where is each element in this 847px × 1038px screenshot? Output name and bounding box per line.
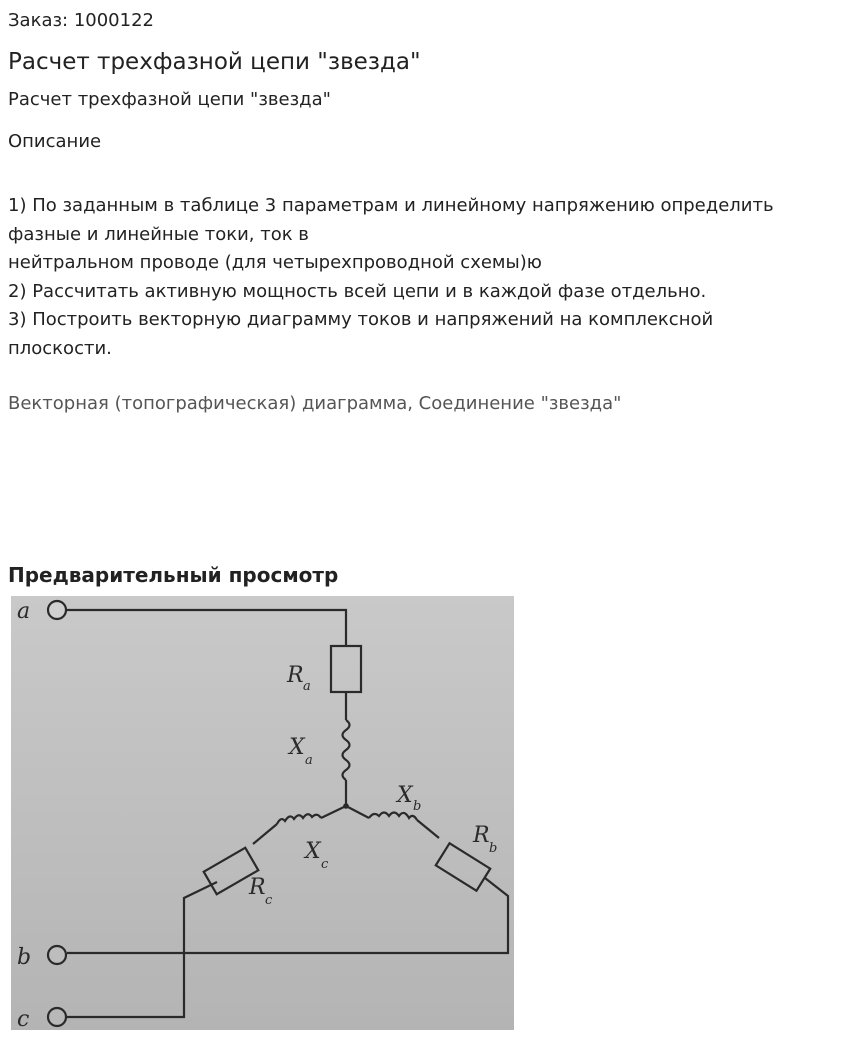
terminal-c-circle xyxy=(48,1008,66,1026)
task-list xyxy=(8,192,838,363)
diagram-background xyxy=(11,596,514,1030)
label-xc: X xyxy=(305,839,321,864)
label-xa: X xyxy=(289,735,305,760)
terminal-a-label: a xyxy=(17,599,31,624)
label-xb-sub: b xyxy=(413,799,422,814)
star-circuit-diagram xyxy=(11,596,514,1030)
neutral-node xyxy=(343,803,349,809)
label-rc-sub: c xyxy=(265,893,273,908)
preview-image xyxy=(11,596,514,1030)
terminal-c-label: c xyxy=(17,1007,30,1030)
tags: Векторная (топографическая) диаграмма, Соединение "звезда" xyxy=(8,393,622,414)
label-ra: R xyxy=(287,663,304,688)
task-line: 2) Рассчитать активную мощность всей цепи и в каждой фазе отдельно. xyxy=(8,280,707,302)
label-rc: R xyxy=(249,875,266,900)
terminal-a-circle xyxy=(48,601,66,619)
page-title: Расчет трехфазной цепи "звезда" xyxy=(8,49,421,75)
label-xb: X xyxy=(397,783,413,808)
task-line: 3) Построить векторную диаграмму токов и напряжений на комплексной xyxy=(8,309,714,330)
terminal-b-circle xyxy=(48,946,66,964)
label-xc-sub: c xyxy=(321,857,329,872)
terminal-b-label: b xyxy=(17,945,32,970)
label-ra-sub: a xyxy=(303,679,311,694)
preview-heading: Предварительный просмотр xyxy=(8,563,339,587)
task-line: 1) По заданным в таблице 3 параметрам и линейному напряжению определить xyxy=(8,195,774,216)
label-rb: R xyxy=(473,823,490,848)
description-heading: Описание xyxy=(8,131,102,152)
order-label: Заказ: 1000122 xyxy=(8,10,154,31)
label-rb-sub: b xyxy=(489,841,498,856)
task-line: нейтральном проводе (для четырехпроводной схемы)ю xyxy=(8,252,542,273)
page-subtitle: Расчет трехфазной цепи "звезда" xyxy=(8,89,331,110)
task-line: фазные и линейные токи, ток в xyxy=(8,223,309,245)
task-line: плоскости. xyxy=(8,337,112,359)
label-xa-sub: a xyxy=(305,753,313,768)
